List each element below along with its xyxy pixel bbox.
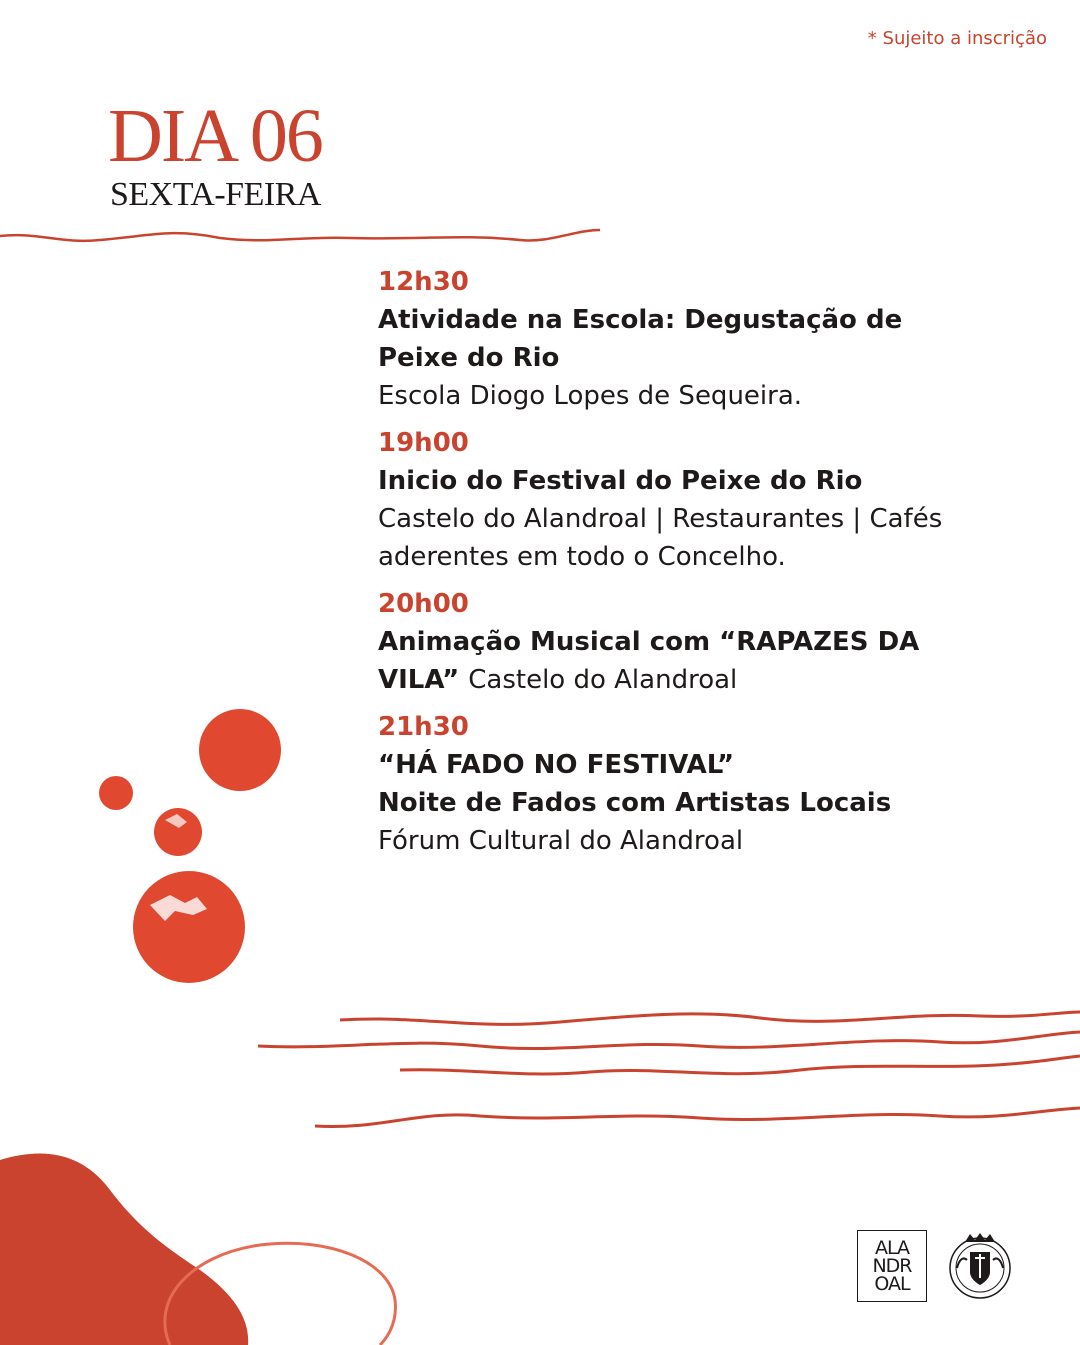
event-title: Atividade na Escola: Degustação de Peixe do Rio [378, 305, 903, 373]
event-title: Animação Musical com “RAPAZES DA VILA” [378, 627, 920, 695]
schedule [378, 263, 978, 869]
event-place: Escola Diogo Lopes de Sequeira. [378, 381, 803, 411]
event-title: Inicio do Festival do Peixe do Rio [378, 466, 863, 496]
event-item [378, 585, 978, 699]
header-wavy-line [0, 230, 600, 241]
coat-of-arms-icon [945, 1230, 1015, 1302]
logo-line: ALA [874, 1237, 910, 1259]
red-blob [0, 1154, 248, 1345]
event-item [378, 263, 978, 415]
wavy-line-1 [340, 1012, 1080, 1024]
event-time: 20h00 [378, 589, 469, 619]
event-place: Castelo do Alandroal | Restaurantes | Cafés aderentes em todo o Concelho. [378, 504, 943, 572]
event-title: “HÁ FADO NO FESTIVAL” [378, 750, 735, 780]
wavy-line-4 [315, 1108, 1080, 1127]
wavy-line-2 [258, 1032, 1080, 1049]
event-item [378, 424, 978, 576]
day-weekday: SEXTA-FEIRA [110, 176, 321, 213]
event-time: 19h00 [378, 428, 469, 458]
registration-note: * Sujeito a inscrição [867, 28, 1047, 49]
red-dot-small [99, 776, 133, 810]
event-title-with-place [378, 623, 978, 699]
event-subtitle: Noite de Fados com Artistas Locais [378, 788, 892, 818]
red-dot-large [199, 709, 281, 791]
event-time: 21h30 [378, 712, 469, 742]
red-dot-big [133, 871, 245, 983]
wavy-line-3 [400, 1056, 1080, 1074]
day-title: DIA 06 [108, 94, 322, 178]
logo-line: OAL [874, 1273, 910, 1295]
logo-line: NDR [872, 1255, 912, 1277]
event-place: Fórum Cultural do Alandroal [378, 826, 744, 856]
event-place: Castelo do Alandroal [468, 665, 738, 695]
event-time: 12h30 [378, 267, 469, 297]
event-item [378, 708, 978, 860]
alandroal-logo [857, 1230, 927, 1302]
